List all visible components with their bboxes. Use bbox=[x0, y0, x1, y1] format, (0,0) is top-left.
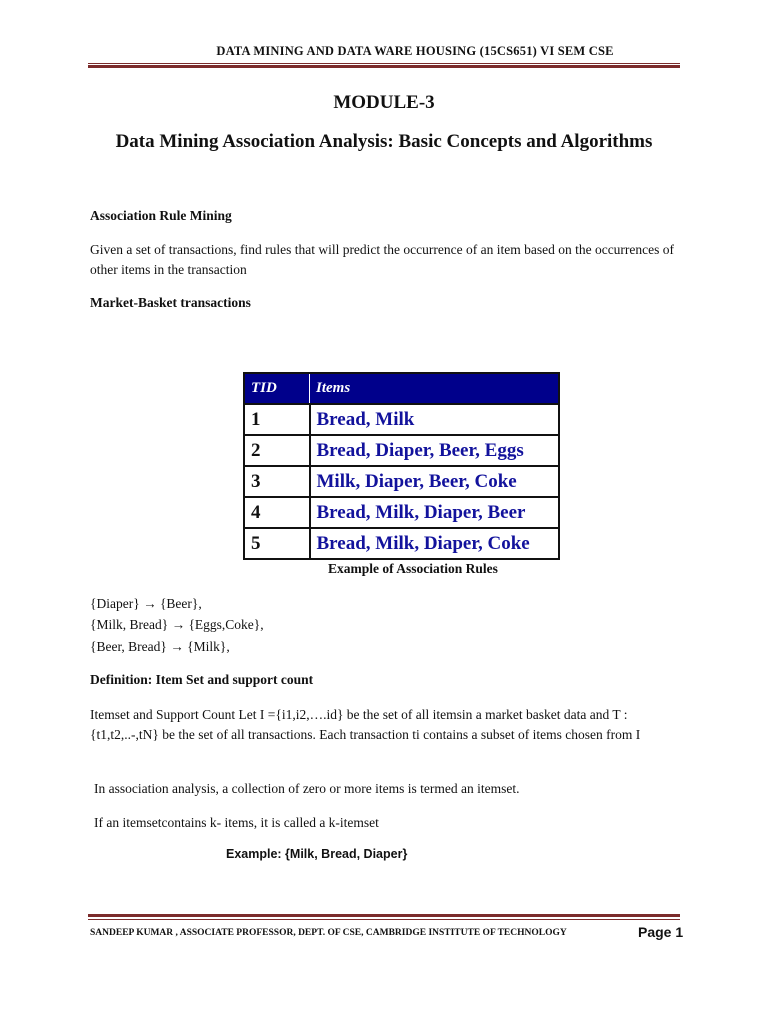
table-row bbox=[244, 404, 559, 435]
table-caption: Example of Association Rules bbox=[328, 561, 498, 576]
table-row bbox=[244, 466, 559, 497]
tid-cell: 1 bbox=[244, 404, 310, 435]
itemset-paragraph: In association analysis, a collection of zero or more items is termed an itemset. bbox=[94, 781, 520, 796]
tid-cell: 3 bbox=[244, 466, 310, 497]
page-number: Page 1 bbox=[638, 924, 684, 940]
page-footer: SANDEEP KUMAR , ASSOCIATE PROFESSOR, DEPT. OF CSE, CAMBRIDGE INSTITUTE OF TECHNOLOGY bbox=[90, 928, 567, 938]
table-row bbox=[244, 497, 559, 528]
column-header-tid: TID bbox=[244, 373, 310, 404]
association-rule: {Milk, Bread} → {Eggs,Coke}, bbox=[90, 617, 264, 632]
transactions-table bbox=[243, 372, 560, 560]
intro-paragraph: Given a set of transactions, find rules that will predict the occurrence of an item based on the occurrences of other items in the transaction bbox=[90, 242, 675, 277]
itemset-definition-paragraph: Itemset and Support Count Let I ={i1,i2,….id} be the set of all itemsin a market basket data and T : {t1,t2,..-,tN} be the set of all transactions. Each transaction ti contains a subset of items chosen from I bbox=[90, 707, 641, 742]
items-cell: Bread, Diaper, Beer, Eggs bbox=[310, 435, 560, 466]
items-cell: Bread, Milk, Diaper, Beer bbox=[310, 497, 560, 528]
association-rule: {Diaper} → {Beer}, bbox=[90, 596, 202, 611]
association-rule: {Beer, Bread} → {Milk}, bbox=[90, 639, 230, 654]
module-title: MODULE-3 bbox=[333, 92, 435, 113]
footer-rule-thin bbox=[88, 919, 680, 920]
section-heading-definition: Definition: Item Set and support count bbox=[90, 672, 314, 687]
items-cell: Bread, Milk, Diaper, Coke bbox=[310, 528, 560, 559]
main-title: Data Mining Association Analysis: Basic Concepts and Algorithms bbox=[115, 131, 653, 152]
header-rule-thin bbox=[88, 63, 680, 64]
table-row bbox=[244, 435, 559, 466]
k-itemset-paragraph: If an itemsetcontains k- items, it is called a k-itemset bbox=[94, 815, 379, 830]
footer-rule-thick bbox=[88, 914, 680, 917]
column-header-items: Items bbox=[310, 373, 560, 404]
tid-cell: 4 bbox=[244, 497, 310, 528]
section-heading-market-basket: Market-Basket transactions bbox=[90, 295, 251, 310]
section-heading-association-rule-mining: Association Rule Mining bbox=[90, 208, 232, 223]
items-cell: Milk, Diaper, Beer, Coke bbox=[310, 466, 560, 497]
items-cell: Bread, Milk bbox=[310, 404, 560, 435]
page-header: DATA MINING AND DATA WARE HOUSING (15CS651) VI SEM CSE bbox=[216, 44, 614, 58]
table-row bbox=[244, 528, 559, 559]
itemset-example: Example: {Milk, Bread, Diaper} bbox=[226, 847, 408, 861]
table-header-row bbox=[244, 373, 559, 404]
header-rule-thick bbox=[88, 65, 680, 68]
tid-cell: 2 bbox=[244, 435, 310, 466]
tid-cell: 5 bbox=[244, 528, 310, 559]
